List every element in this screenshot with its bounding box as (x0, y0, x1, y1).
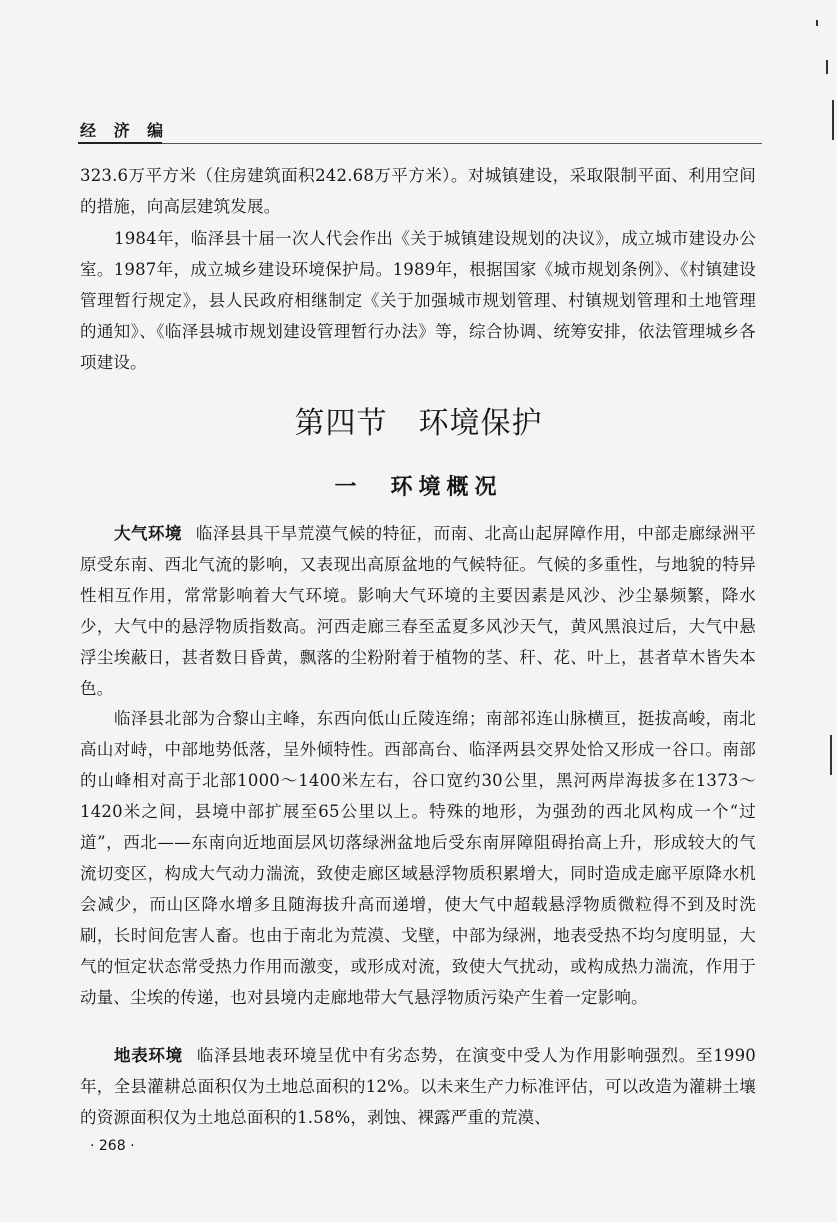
header-divider (162, 143, 762, 144)
section-title: 第四节 环境保护 (294, 406, 543, 441)
page-number: · 268 · (90, 1138, 135, 1154)
paragraph-body-atmosphere: 临泽县具干旱荒漠气候的特征，而南、北高山起屏障作用，中部走廊绿洲平原受东南、西北气流的影响，又表现出高原盆地的气候特征。气候的多重性，与地貌的特异性相互作用，常常影响着大气环境。影响大气环境的主要因素是风沙、沙尘暴频繁，降水少，大气中的悬浮物质指数高。河西走廊三春至孟夏多风沙天气，黄风黑浪过后，大气中悬浮尘埃蔽日，甚者数日昏黄，飘落的尘粉附着于植物的茎、秆、花、叶上，甚者草木皆失本色。 (80, 524, 756, 698)
margin-speck (826, 60, 828, 74)
header-rule (78, 142, 162, 144)
margin-speck (832, 100, 834, 140)
paragraph-terrain: 临泽县北部为合黎山主峰，东西向低山丘陵连绵；南部祁连山脉横亘，挺拔高峻，南北高山对峙，中部地势低落，呈外倾特性。西部高台、临泽两县交界处恰又形成一谷口。南部的山峰相对高于北部1000～1400米左右，谷口宽约30公里，黑河两岸海拔多在1373～1420米之间，县境中部扩展至65公里以上。特殊的地形，为强劲的西北风构成一个“过道”，西北——东南向近地面层风切落绿洲盆地后受东南屏障阻碍抬高上升，形成较大的气流切变区，构成大气动力湍流，致使走廊区域悬浮物质积累增大，同时造成走廊平原降水机会减少，而山区降水增多且随海拔升高而递增，使大气中超载悬浮物质微粒得不到及时洗刷，长时间危害人畜。也由于南北为荒漠、戈壁，中部为绿洲，地表受热不均匀度明显，大气的恒定状态常受热力作用而激变，或形成对流，致使大气扰动，或构成热力湍流，作用于动量、尘埃的传递，也对县境内走廊地带大气悬浮物质污染产生着一定影响。 (80, 709, 756, 1007)
margin-speck (830, 735, 832, 775)
paragraph-2: 1984年，临泽县十届一次人代会作出《关于城镇建设规划的决议》，成立城市建设办公室。1987年，成立城乡建设环境保护局。1989年，根据国家《城市规划条例》、《村镇建设管理暂行规定》，县人民政府相继制定《关于加强城市规划管理、村镇规划管理和土地管理的通知》、《临泽县城市规划建设管理暂行办法》等，综合协调、统筹安排，依法管理城乡各项建设。 (80, 229, 756, 372)
paragraph-body-surface: 临泽县地表环境呈优中有劣态势，在演变中受人为作用影响强烈。至1990年，全县灌耕总面积仅为土地总面积的12%。以未来生产力标准评估，可以改造为灌耕土壤的资源面积仅为土地总面积的1.58%，剥蚀、裸露严重的荒漠、 (80, 1046, 756, 1127)
paragraph-lead-surface: 地表环境 (114, 1046, 183, 1065)
paragraph-surface (80, 1040, 756, 1133)
margin-speck (816, 20, 818, 26)
subsection-title: 一 环境概况 (334, 474, 503, 500)
paragraph-atmosphere (80, 518, 756, 704)
paragraph-lead-atmosphere: 大气环境 (114, 524, 182, 543)
running-header: 经 济 编 (80, 121, 170, 140)
paragraph-1: 323.6万平方米（住房建筑面积242.68万平方米）。对城镇建设，采取限制平面、利用空间的措施，向高层建筑发展。 (80, 166, 756, 216)
